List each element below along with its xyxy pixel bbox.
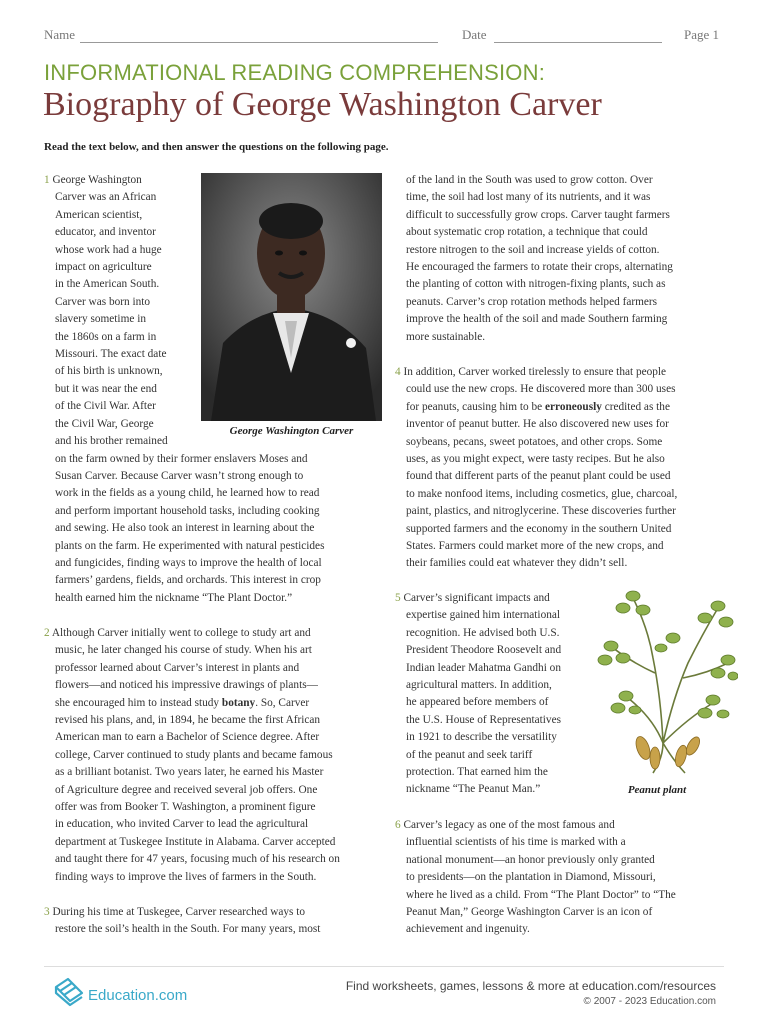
paragraph-number: 3 [44, 906, 50, 918]
paragraph-number: 4 [395, 366, 401, 378]
page-number: Page 1 [684, 27, 720, 42]
paragraph-number: 6 [395, 819, 401, 831]
worksheet-header [44, 27, 724, 47]
date-label: Date [462, 27, 487, 42]
name-line[interactable] [80, 42, 438, 43]
instructions: Read the text below, and then answer the questions on the following page. [44, 141, 389, 153]
paragraph-number: 5 [395, 592, 401, 604]
paragraph-1: 1 George Washington Carver was an African American scientist, educator, and inventor whose work had a huge impact on agriculture in the American South. Carver was born into slavery sometime in the 1860s on a farm in Missouri. The exact date of his birth is unknown, but it was near the end of the Civil War. After the Civil War, George and his brother remained on the farm owned by their former enslavers Moses and Susan Carver. Because Carver wasn’t strong enough to work in the fields as a young child, he learned how to read and perform important household tasks, including cooking and sewing. He also took an interest in learning about the plants on the farm. He experimented with natural pesticides and fungicides, finding ways to improve the health of local farmers’ gardens, fields, and orchards. This interest in crop health earned him the nickname “The Plant Doctor.” [44, 174, 325, 604]
footer-divider [44, 966, 724, 967]
paragraph-2: 2 Although Carver initially went to college to study art and music, he later changed his course of study. When his art professor learned about Carver’s interest in plants and flowers—and noticed his impressive drawings of plants— she encouraged him to instead study botany. So, Carver revised his plans, and, in 1894, he became the first African American man to earn a Bachelor of Science degree. After college, Carver continued to study plants and became famous as a brilliant botanist. Two years later, he earned his Master of Agriculture degree and received several job offers. One offer was from Booker T. Washington, a prominent figure in education, who invited Carver to lead the agricultural department at Tuskegee Institute in Alabama. Carver accepted and taught there for 47 years, focusing much of his research on finding ways to improve the lives of farmers in the South. [44, 627, 340, 883]
paragraph-number: 2 [44, 627, 50, 639]
paragraph-number: 1 [44, 174, 50, 186]
vocab-word-erroneously: erroneously [545, 400, 602, 413]
copyright: © 2007 - 2023 Education.com [583, 996, 716, 1007]
portrait-caption: George Washington Carver [229, 425, 354, 437]
logo-text[interactable]: Education.com [88, 987, 188, 1004]
paragraph-4: 4 In addition, Carver worked tirelessly to ensure that people could use the new crops. He discovered more than 300 uses for peanuts, causing him to be erroneously credited as the inventor of peanut butter. He also discovered new uses for soybeans, pecans, sweet potatoes, and other crops. Some uses, as you might expect, were tasty recipes. But he also found that different parts of the peanut plant could be used to make nonfood items, including cosmetics, glue, charcoal, paint, plastics, and nitroglycerine. These discoveries further supported farmers and the economy in the southern United States. Farmers could market more of the new crops, and their families could eat whatever they didn’t sell. [395, 366, 678, 570]
footer-link[interactable]: Find worksheets, games, lessons & more at education.com/resources [345, 979, 716, 993]
vocab-word-botany: botany [221, 696, 256, 709]
paragraph-6: 6 Carver’s legacy as one of the most famous and influential scientists of his time is marked with a national monument—an honor previously only granted to presidents—on the plantation in Diamond, Missouri, where he lived as a child. From “The Plant Doctor” to “The Peanut Man,” George Washington Carver is an icon of achievement and ingenuity. [395, 819, 676, 936]
worksheet-kicker: INFORMATIONAL READING COMPREHENSION: [44, 60, 546, 85]
page-title: Biography of George Washington Carver [43, 86, 602, 123]
peanut-caption: Peanut plant [627, 784, 687, 796]
paragraph-5: 5 Carver’s significant impacts and expertise gained him international recognition. He advised both U.S. President Theodore Roosevelt and Indian leader Mahatma Gandhi on agricultural matters. In addition, he appeared before members of the U.S. House of Representatives in 1921 to describe the versatility of the peanut and seek tariff protection. That earned him the nickname “The Peanut Man.” [395, 592, 562, 796]
name-label: Name [44, 27, 76, 42]
portrait-illustration [201, 173, 382, 421]
date-line[interactable] [494, 42, 662, 43]
peanut-plant-illustration [593, 578, 738, 778]
paragraph-3-start: 3 During his time at Tuskegee, Carver researched ways to restore the soil’s health in the South. For many years, most [44, 906, 321, 936]
peanut-plant-icon [593, 578, 738, 778]
carver-portrait [201, 173, 382, 421]
paragraph-3-cont: of the land in the South was used to grow cotton. Over time, the soil had lost many of its nutrients, and it was difficult to successfully grow crops. Carver taught farmers about systematic crop rotation, a technique that could restore nitrogen to the soil and increase yields of cotton. He encouraged the farmers to rotate their crops, alternating the planting of cotton with nitrogen-fixing plants, such as peanuts. Carver’s crop rotation methods helped farmers improve the health of the soil and made Southern farming more sustainable. [406, 174, 673, 343]
